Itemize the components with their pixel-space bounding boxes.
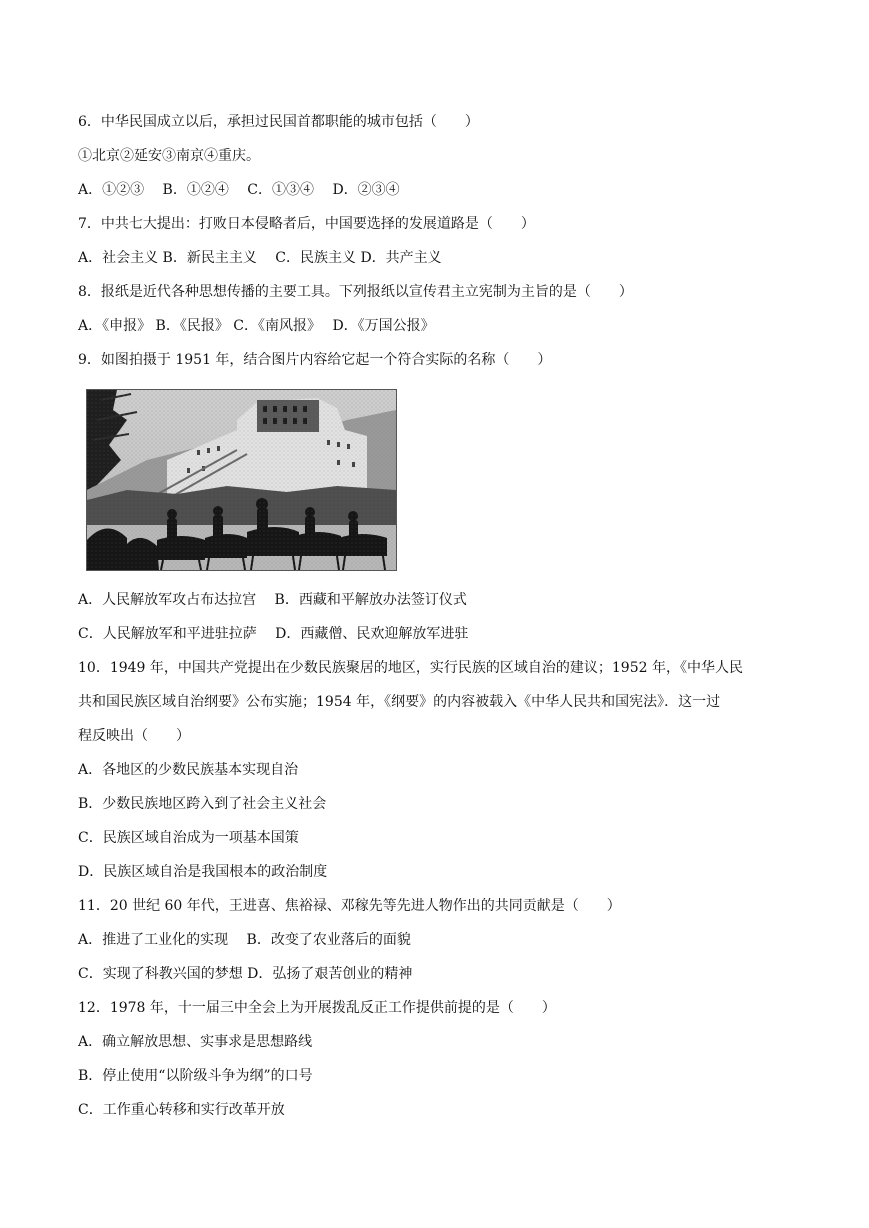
question-10-option-c: C．民族区域自治成为一项基本国策 xyxy=(78,830,299,846)
question-6-stem: 6．中华民国成立以后，承担过民国首都职能的城市包括（ ） xyxy=(78,114,479,130)
question-9-stem: 9．如图拍摄于 1951 年，结合图片内容给它起一个符合实际的名称（ ） xyxy=(78,352,552,368)
question-7-stem: 7．中共七大提出：打败日本侵略者后，中国要选择的发展道路是（ ） xyxy=(78,216,535,232)
question-12-option-a: A．确立解放思想、实事求是思想路线 xyxy=(78,1034,313,1050)
question-12-stem: 12．1978 年，十一届三中全会上为开展拨乱反正工作提供前提的是（ ） xyxy=(78,1000,556,1016)
question-10-stem-line2: 共和国民族区域自治纲要》公布实施；1954 年，《纲要》的内容被载入《中华人民共和国宪法》．这一过 xyxy=(78,694,721,710)
question-6-list: ①北京②延安③南京④重庆。 xyxy=(78,148,260,164)
potala-palace-photo xyxy=(87,390,396,570)
question-9-options-row2: C．人民解放军和平进驻拉萨 D．西藏僧、民欢迎解放军进驻 xyxy=(78,626,469,642)
question-12-option-b: B．停止使用“以阶级斗争为纲”的口号 xyxy=(78,1068,313,1084)
question-12-option-c: C．工作重心转移和实行改革开放 xyxy=(78,1102,285,1118)
question-10-stem-line1: 10．1949 年，中国共产党提出在少数民族聚居的地区，实行民族的区域自治的建议；1952 年，《中华人民 xyxy=(78,660,743,676)
question-8-stem: 8．报纸是近代各种思想传播的主要工具。下列报纸以宣传君主立宪制为主旨的是（ ） xyxy=(78,284,633,300)
question-9-photo xyxy=(86,389,397,571)
question-11-options-row1: A．推进了工业化的实现 B．改变了农业落后的面貌 xyxy=(78,932,411,948)
question-10-option-d: D．民族区域自治是我国根本的政治制度 xyxy=(78,864,328,880)
question-10-option-b: B．少数民族地区跨入到了社会主义社会 xyxy=(78,796,327,812)
question-6-options: A．①②③ B．①②④ C．①③④ D．②③④ xyxy=(78,182,400,198)
question-9-options-row1: A．人民解放军攻占布达拉宫 B．西藏和平解放办法签订仪式 xyxy=(78,592,467,608)
question-11-stem: 11．20 世纪 60 年代，王进喜、焦裕禄、邓稼先等先进人物作出的共同贡献是（ ） xyxy=(78,898,621,914)
question-7-options: A．社会主义 B．新民主主义 C．民族主义 D．共产主义 xyxy=(78,250,442,266)
question-8-options: A．《申报》 B．《民报》 C．《南风报》 D．《万国公报》 xyxy=(78,318,435,334)
question-10-option-a: A．各地区的少数民族基本实现自治 xyxy=(78,762,299,778)
question-10-stem-line3: 程反映出（ ） xyxy=(78,728,190,744)
question-11-options-row2: C．实现了科教兴国的梦想 D．弘扬了艰苦创业的精神 xyxy=(78,966,413,982)
